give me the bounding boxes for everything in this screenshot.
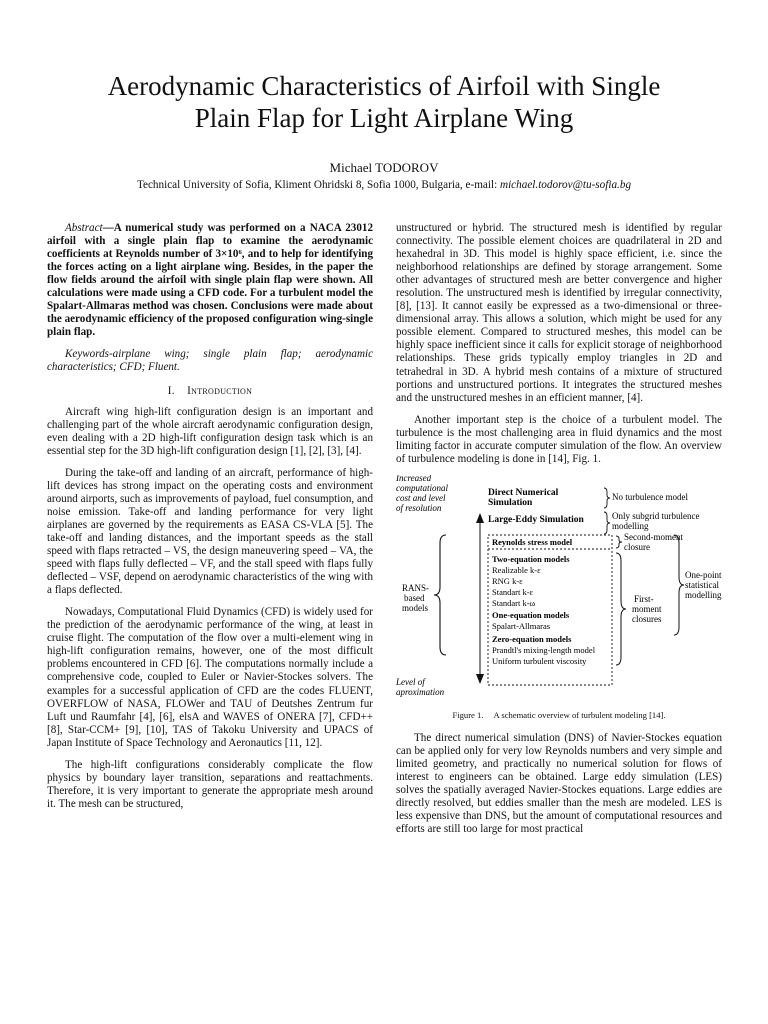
intro-paragraph-4: The high-lift configurations considerably complicate the flow physics by boundary layer transition, separations and reattachments. Therefore, it is very important to generate the appropriate mesh around it. The mesh can be structured, xyxy=(47,758,373,810)
intro-paragraph-3: Nowadays, Computational Fluid Dynamics (CFD) is widely used for the prediction of the aerodynamic performance of the wing, at least in cruise flight. The computation of the flow over a multi-element wing in high-lift configuration remains, however, one of the most difficult problems encountered in CFD [6]. The computations normally include a comprehensive code, coupled to Euler or Navier-Stockes solvers. The examples for a successful application of CFD are the codes FLUENT, OVERFLOW of NASA, FLOWer and TAU of Deutshes Zentrum fur Luft und Raumfahr [4], [6], elsA and WAVES of ONERA [7], CFD++ [8], Star-CCM+ [9], [10], TAS of Takoku University and UPACS of Japan Institute of Space Technology and Aeronautics [11, 12]. xyxy=(47,606,373,749)
dns-brace xyxy=(604,488,610,508)
section-title: Introduction xyxy=(187,384,253,397)
figure-1 xyxy=(396,475,722,703)
fig-label-second-moment-1: Second-moment xyxy=(624,531,683,542)
fig-label-based: based xyxy=(404,592,425,603)
fig-label-models: models xyxy=(402,602,428,613)
fig-label-second-moment-2: closure xyxy=(624,541,650,552)
keywords: Keywords-airplane wing; single plain flap; aerodynamic characteristics; CFD; Fluent. xyxy=(47,348,373,374)
fig-label-rsm: Reynolds stress model xyxy=(492,536,573,547)
les-brace xyxy=(604,512,610,534)
arrow-up-icon xyxy=(476,513,484,523)
arrow-down-icon xyxy=(476,674,484,684)
affiliation xyxy=(40,179,728,191)
fig-label-no-turbulence: No turbulence model xyxy=(612,491,688,502)
fig-label-subgrid-2: modelling xyxy=(612,520,649,531)
fig-label-computational: computational xyxy=(396,482,448,493)
fig-label-rans: RANS- xyxy=(402,582,430,593)
fig-label-les: Large-Eddy Simulation xyxy=(488,514,584,525)
fig-label-rng: RNG k-ε xyxy=(492,575,523,586)
fig-label-one-point-3: modelling xyxy=(685,589,722,600)
right-column xyxy=(396,222,722,845)
mesh-paragraph: unstructured or hybrid. The structured mesh is identified by regular connectivity. The possible element choices are quadrilateral in 2D and hexahedral in 3D. This model is highly space efficient, i.e. since the neighborhood relationships are defined by storage arrangement. Some other advantages of structured mesh are better convergence and higher resolution. The unstructured mesh is identified by irregular connectivity, [8], [13]. It cannot easily be expressed as a two-dimensional or three-dimensional array. This allows a solution, which might be used for any possible element. Compared to structured meshes, this model can be highly space inefficient since it calls for explicit storage of neighborhood relationships. These grids typically employ triangles in 2D and tetrahedral in 3D. A hybrid mesh contains of a mixture of structured portions and unstructured portions. It integrates the structured meshes and the unstructured meshes in an efficient manner, [4]. xyxy=(396,222,722,404)
fig-label-cost: cost and level xyxy=(396,492,446,503)
fig-label-one-point-2: statistical xyxy=(685,579,719,590)
fig-label-one-eq: One-equation models xyxy=(492,609,570,620)
fig-label-one-point-1: One-point xyxy=(685,569,722,580)
fig-label-zero-eq: Zero-equation models xyxy=(492,633,572,644)
fig-label-aproximation: aproximation xyxy=(396,686,445,697)
figure-1-caption xyxy=(396,709,722,722)
abstract-label: Abstract xyxy=(65,222,103,234)
left-column xyxy=(47,222,373,820)
fig-label-first-moment-1: First- xyxy=(634,593,654,604)
intro-paragraph-1: Aircraft wing high-lift configuration design is an important and challenging part of the whole aircraft aerodynamic configuration design, even dealing with a 2D high-lift configuration design task which is an essential step for the 3D high-lift configuration design [1], [2], [3], [4]. xyxy=(47,405,373,457)
title-line-2: Plain Flap for Light Airplane Wing xyxy=(194,103,574,133)
author-name: Michael TODOROV xyxy=(329,160,439,175)
fig-label-realizable: Realizable k-ε xyxy=(492,564,541,575)
first-moment-brace xyxy=(616,553,626,665)
section-heading-introduction xyxy=(47,385,373,398)
section-number: I. xyxy=(167,384,175,397)
dns-paragraph: The direct numerical simulation (DNS) of Navier-Stockes equation can be applied only for very low Reynolds numbers and very simple and limited geometry, and practically no numerical solution for flows of interest to engineers can be obtained. Large eddy simulation (LES) solves the spatially averaged Navier-Stockes equations. Large eddies are directly resolved, but eddies smaller than the mesh are modeled. LES is less expensive than DNS, but the amount of computational resources and efforts are still too large for most practical xyxy=(396,731,722,836)
author-email: michael.todorov@tu-sofia.bg xyxy=(499,179,632,191)
turbulence-model-diagram xyxy=(396,475,722,703)
fig-label-subgrid-1: Only subgrid turbulence xyxy=(612,510,700,521)
fig-label-increased: Increased xyxy=(396,474,432,483)
intro-paragraph-2: During the take-off and landing of an aircraft, performance of high-lift devices has strong impact on the operating costs and environment around airports, such as improvements of payload, fuel consumption, and noise emission. Take-off and landing performance for very light airplanes are governed by the requirements as EASA CS-VLA [5]. The take-off and landing distances, and the important speeds as the stall speed with flaps retracted – VS, the design maneuvering speed – VA, the speed with flaps fully deflected – VF, and the stall speed with flaps fully deflected – VSF, depend on aerodynamic characteristics of the wing with a flaps deflected. xyxy=(47,466,373,597)
fig-label-first-moment-2: moment xyxy=(632,603,662,614)
turbulence-paragraph: Another important step is the choice of a turbulent model. The turbulence is the most challenging area in fluid dynamics and the most limiting factor in accurate computer simulation of the flow. An overview of turbulence modeling is done in [14], Fig. 1. xyxy=(396,413,722,465)
fig-label-uniform: Uniform turbulent viscosity xyxy=(492,655,587,666)
fig-label-std-kw: Standart k-ω xyxy=(492,597,536,608)
fig-label-first-moment-3: closures xyxy=(632,613,662,624)
figure-1-caption-label: Figure 1. xyxy=(452,709,484,720)
abstract-text: —A numerical study was performed on a NACA 23012 airfoil with a single plain flap to examine the aerodynamic coefficients at Reynolds number of 3×10⁶, and to help for identifying the forces acting on a light airplane wing. Besides, in the paper the flow fields around the airfoil with single plain flap were shown. All calculations were made using a CFD code. For a turbulent model the Spalart-Allmaras method was chosen. Conclusions were made about the aerodynamic efficiency of the proposed configuration wing-single plain flap. xyxy=(47,222,373,339)
title-line-1: Aerodynamic Characteristics of Airfoil with Single xyxy=(107,71,661,101)
paper-title xyxy=(40,70,728,134)
affiliation-text: Technical University of Sofia, Kliment Ohridski 8, Sofia 1000, Bulgaria, e-mail: xyxy=(136,179,500,191)
fig-label-prandtl: Prandtl's mixing-length model xyxy=(492,644,596,655)
fig-label-dns-2: Simulation xyxy=(488,497,533,508)
abstract xyxy=(47,222,373,339)
fig-label-two-eq: Two-equation models xyxy=(492,553,570,564)
fig-label-resolution: of resolution xyxy=(396,502,442,513)
fig-label-spalart: Spalart-Allmaras xyxy=(492,620,551,631)
figure-1-caption-text: A schematic overview of turbulent modeling [14]. xyxy=(493,709,666,720)
one-point-brace xyxy=(674,535,684,635)
fig-label-std-ke: Standart k-ε xyxy=(492,586,534,597)
second-moment-brace xyxy=(616,536,622,548)
rans-brace xyxy=(434,535,446,655)
fig-label-level-of: Level of xyxy=(396,676,425,687)
fig-label-dns-1: Direct Numerical xyxy=(488,487,559,498)
